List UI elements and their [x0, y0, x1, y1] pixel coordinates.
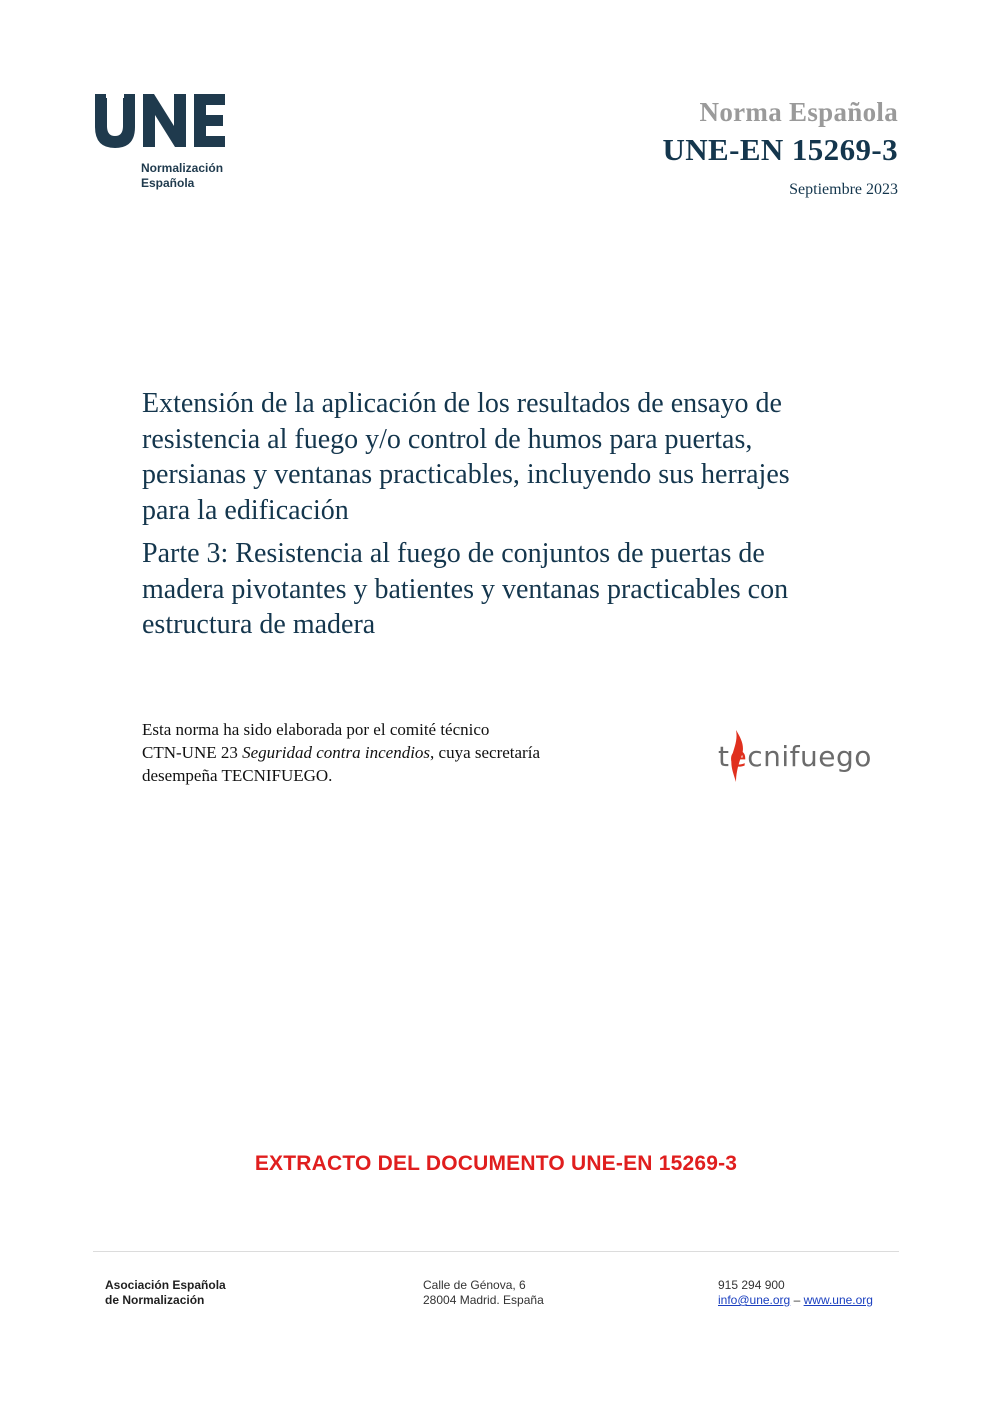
address-line-2: 28004 Madrid. España	[423, 1293, 544, 1307]
publication-date: Septiembre 2023	[789, 181, 898, 198]
une-logo-mark	[93, 90, 233, 150]
committee-code: CTN-UNE 23	[142, 743, 243, 762]
link-separator: –	[793, 1293, 801, 1307]
main-title	[142, 386, 912, 528]
committee-line-2	[142, 741, 662, 764]
website-link[interactable]: www.une.org	[803, 1293, 873, 1307]
main-title-line: para la edificación	[142, 494, 349, 526]
tecnifuego-wordmark	[718, 740, 872, 773]
standard-type-label: Norma Española	[699, 97, 898, 127]
committee-statement	[142, 718, 662, 787]
part-title-line: madera pivotantes y batientes y ventanas practicables con	[142, 573, 789, 605]
wordmark-e: e	[729, 740, 748, 773]
main-title-line: persianas y ventanas practicables, incluyendo sus herrajes	[142, 459, 790, 490]
contact-links	[718, 1293, 873, 1308]
part-title	[142, 536, 912, 643]
phone-number: 915 294 900	[718, 1278, 785, 1292]
standard-code: UNE-EN 15269-3	[662, 132, 898, 167]
committee-name: Seguridad contra incendios	[242, 743, 431, 762]
wordmark-t: t	[718, 740, 730, 773]
logo-line-1: Normalización	[141, 161, 224, 175]
committee-suffix: , cuya secretaría	[430, 743, 540, 762]
org-line-2: de Normalización	[105, 1293, 205, 1307]
email-link[interactable]: info@une.org	[718, 1293, 791, 1307]
footer-contact	[718, 1278, 873, 1308]
logo-subtitle	[141, 161, 223, 191]
committee-line-3: desempeña TECNIFUEGO.	[142, 766, 333, 785]
part-title-line: estructura de madera	[142, 609, 376, 640]
committee-line-1: Esta norma ha sido elaborada por el comité técnico	[142, 720, 490, 739]
document-title	[142, 386, 912, 643]
org-line-1: Asociación Española	[105, 1278, 226, 1292]
extract-notice: EXTRACTO DEL DOCUMENTO UNE-EN 15269-3	[254, 1152, 738, 1175]
footer-divider	[93, 1251, 899, 1252]
address-line-1: Calle de Génova, 6	[423, 1278, 526, 1292]
tecnifuego-logo	[716, 726, 876, 792]
main-title-line: Extensión de la aplicación de los resultados de ensayo de	[142, 388, 782, 419]
wordmark-rest: cnifuego	[747, 740, 872, 773]
footer-organization	[105, 1278, 226, 1308]
main-title-line: resistencia al fuego y/o control de humos para puertas,	[142, 423, 753, 455]
footer-address	[423, 1278, 544, 1308]
part-title-line: Parte 3: Resistencia al fuego de conjuntos de puertas de	[142, 538, 765, 569]
standard-header	[662, 96, 898, 200]
logo-line-2: Española	[141, 176, 195, 190]
